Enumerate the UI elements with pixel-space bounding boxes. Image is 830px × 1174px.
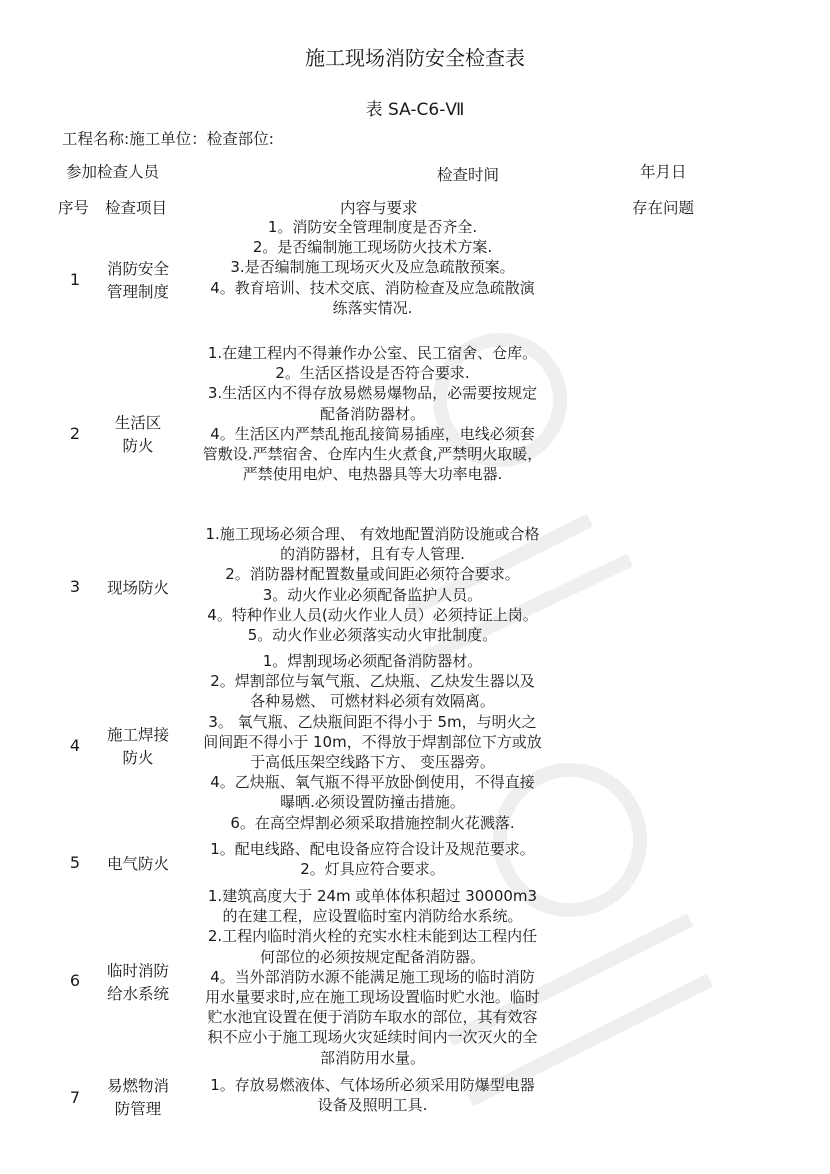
row-3-no: 3: [69, 577, 81, 596]
row-4-content: 1。焊割现场必须配备消防器材。 2。焊割部位与氧气瓶、乙炔瓶、乙炔发生器以及 各种易燃、 可燃材料必须有效隔离。 3。 氧气瓶、乙炔瓶间距不得小于 5m，与明火之 间间距不得小于 10m，不得放于焊割部位下方或放 于高低压架空线路下方、 变压器旁。 4。乙炔瓶、氧气瓶不得平放卧倒使用，不得直接 曝晒.必须设置防撞击措施。 6。在高空焊割必须采取措施控制火花溅落.: [203, 652, 542, 832]
row-6-content: 1.建筑高度大于 24m 或单体体积超过 30000m3 的在建工程，应设置临时室内消防给水系统。 2.工程内临时消火栓的充实水柱未能到达工程内任 何部位的必须按规定配备消防器。 4。当外部消防水源不能满足施工现场的临时消防 用水量要求时,应在施工现场设置临时贮水池。临时 贮水池宜设置在便于消防车取水的部位，其有效容 积不应小于施工现场火灾延续时间内一次灭火的全 部消防用水量。: [205, 887, 540, 1067]
row-4-no: 4: [69, 736, 81, 755]
row-6-no: 6: [69, 971, 81, 990]
header-no: 序号: [58, 199, 90, 217]
form-code: 表 SA-C6-Ⅶ: [365, 100, 465, 120]
row-1-content: 1。消防安全管理制度是否齐全. 2。是否编制施工现场防火技术方案. 3.是否编制施工现场灭火及应急疏散预案。 4。教育培训、技术交底、消防检查及应急疏散演 练落实情况.: [210, 218, 535, 317]
row-2-no: 2: [69, 424, 81, 443]
row-7-item: 易燃物消 防管理: [106, 1077, 169, 1118]
header-item: 检查项目: [105, 199, 168, 217]
row-4-item: 施工焊接 防火: [106, 726, 169, 767]
row-1-item: 消防安全 管理制度: [106, 260, 169, 301]
row-5-item: 电气防火: [106, 855, 169, 873]
row-2-content: 1.在建工程内不得兼作办公室、民工宿舍、仓库。 2。生活区搭设是否符合要求. 3.生活区内不得存放易燃易爆物品，必需要按规定 配备消防器材。 4。生活区内严禁乱拖乱接简易插座，电线必须套 管敷设.严禁宿舍、仓库内生火煮食,严禁明火取暖， 严禁使用电炉、电热器具等大功率电器.: [202, 344, 543, 484]
project-info-line: 工程名称:施工单位：检查部位:: [62, 130, 274, 148]
row-5-content: 1。配电线路、配电设备应符合设计及规范要求。 2。灯具应符合要求。: [210, 840, 535, 879]
inspectors-label: 参加检查人员: [66, 163, 160, 181]
row-6-item: 临时消防 给水系统: [106, 962, 169, 1003]
date-label: 年月日: [640, 163, 687, 181]
header-content: 内容与要求: [340, 199, 418, 217]
row-5-no: 5: [69, 853, 81, 872]
row-7-no: 7: [69, 1088, 81, 1107]
row-2-item: 生活区 防火: [114, 414, 162, 455]
header-issues: 存在问题: [632, 199, 695, 217]
check-time-label: 检查时间: [437, 166, 500, 184]
row-3-content: 1.施工现场必须合理、 有效地配置消防设施或合格 的消防器材，且有专人管理. 2。消防器材配置数量或间距必须符合要求。 3。动火作业必须配备监护人员。 4。特种作业人员(动火作业人员）必须持证上岗。 5。动火作业必须落实动火审批制度。: [205, 525, 540, 645]
row-1-no: 1: [69, 270, 81, 289]
row-7-content: 1。存放易燃液体、气体场所必须采用防爆型电器 设备及照明工具.: [210, 1076, 535, 1115]
row-3-item: 现场防火: [106, 579, 169, 597]
page-title: 施工现场消防安全检查表: [305, 46, 525, 70]
